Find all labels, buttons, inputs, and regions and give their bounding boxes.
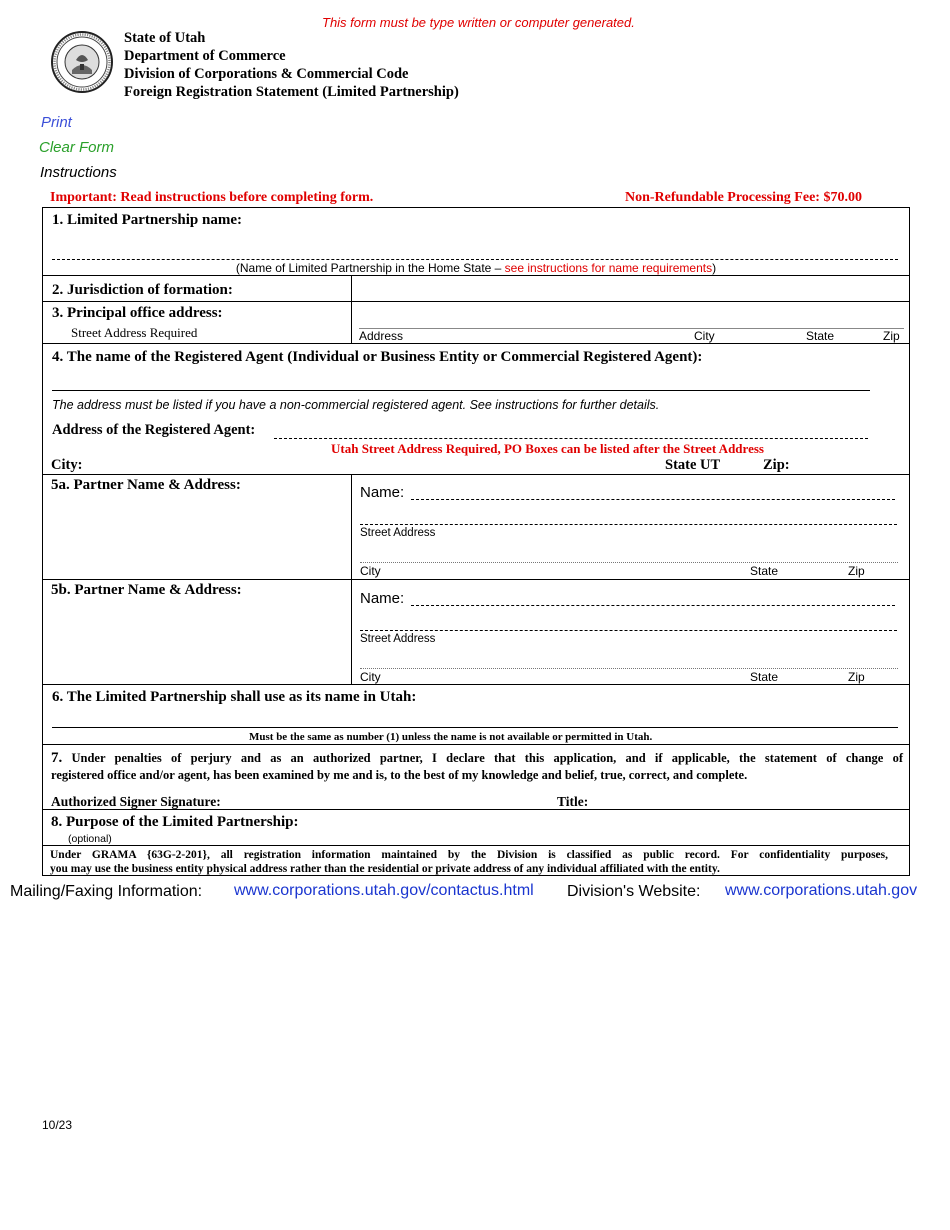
agency-header bbox=[124, 29, 459, 101]
agent-city-label: City: bbox=[51, 457, 83, 473]
print-button[interactable]: Print bbox=[41, 114, 72, 131]
partner-5a-street-caption: Street Address bbox=[360, 527, 436, 539]
declaration-line-1: Under penalties of perjury and as an authorized partner, I declare that this application, and if applicable, the statement of change of bbox=[71, 751, 903, 765]
state-seal-icon bbox=[50, 30, 114, 94]
partner-5a-name-label: Name: bbox=[360, 484, 405, 501]
agent-zip-label: Zip: bbox=[763, 457, 790, 473]
agent-state-label: State UT bbox=[665, 457, 721, 473]
section-1-limited-partnership-name bbox=[42, 207, 910, 276]
division-website-label: Division's Website: bbox=[567, 883, 701, 900]
section-3-divider bbox=[351, 302, 352, 343]
jurisdiction-input[interactable] bbox=[355, 278, 905, 299]
section-2-divider bbox=[351, 276, 352, 301]
agent-address-label: Address of the Registered Agent: bbox=[52, 422, 256, 438]
form-version: 10/23 bbox=[42, 1118, 73, 1132]
lp-name-hint-text: (Name of Limited Partnership in the Home State – bbox=[235, 261, 505, 275]
grama-line-2: you may use the business entity physical address rather than the residential or private address of any individual affiliated with the entity. bbox=[50, 863, 720, 875]
section-6-label: 6. The Limited Partnership shall use as its name in Utah: bbox=[52, 689, 417, 705]
signer-title-label: Title: bbox=[557, 794, 589, 809]
section-2-jurisdiction bbox=[42, 275, 910, 302]
lp-name-hint-close: ) bbox=[712, 261, 717, 275]
agent-address-input[interactable] bbox=[274, 438, 868, 439]
signer-signature-input[interactable] bbox=[253, 791, 553, 809]
partner-5b-street-input[interactable] bbox=[360, 630, 897, 631]
grama-notice bbox=[42, 845, 910, 876]
registered-agent-name-input[interactable] bbox=[52, 390, 870, 391]
partner-5b-state-caption: State bbox=[750, 670, 779, 684]
partner-5a-name-input[interactable] bbox=[411, 499, 895, 500]
principal-city-caption: City bbox=[694, 329, 715, 343]
section-2-label: 2. Jurisdiction of formation: bbox=[52, 282, 233, 298]
partner-5a-zip-caption: Zip bbox=[848, 564, 865, 578]
agent-address-note: The address must be listed if you have a non-commercial registered agent. See instructions for further details. bbox=[52, 398, 660, 412]
header-line-department: Department of Commerce bbox=[124, 48, 286, 64]
declaration-line-2: registered office and/or agent, has been examined by me and is, to the best of my knowledge and belief, true, correct, and complete. bbox=[51, 768, 748, 782]
street-address-required: Street Address Required bbox=[71, 325, 198, 340]
principal-address-caption: Address bbox=[359, 329, 404, 343]
utah-name-input[interactable] bbox=[52, 727, 898, 728]
purpose-input[interactable] bbox=[343, 812, 899, 842]
partner-5b-street-caption: Street Address bbox=[360, 633, 436, 645]
principal-address-input[interactable] bbox=[355, 304, 903, 328]
purpose-optional: (optional) bbox=[68, 833, 112, 845]
section-4-label: 4. The name of the Registered Agent (Individual or Business Entity or Commercial Registered Agent): bbox=[52, 349, 703, 365]
section-1-label: 1. Limited Partnership name: bbox=[52, 212, 242, 228]
instructions-button[interactable]: Instructions bbox=[40, 164, 117, 181]
partner-5a-city-input[interactable] bbox=[360, 562, 898, 563]
section-5b-partner bbox=[42, 579, 910, 685]
declaration-text bbox=[51, 750, 903, 784]
section-5b-label: 5b. Partner Name & Address: bbox=[51, 582, 242, 598]
section-7-declaration bbox=[42, 744, 910, 810]
partner-5b-name-input[interactable] bbox=[411, 605, 895, 606]
signer-title-input[interactable] bbox=[599, 791, 899, 809]
principal-state-caption: State bbox=[806, 329, 835, 343]
section-3-label: 3. Principal office address: bbox=[52, 305, 223, 321]
partner-5a-state-caption: State bbox=[750, 564, 779, 578]
grama-text bbox=[50, 848, 888, 876]
section-8-purpose bbox=[42, 809, 910, 846]
partner-5b-name-label: Name: bbox=[360, 590, 405, 607]
mailing-info-label: Mailing/Faxing Information: bbox=[10, 883, 203, 900]
partner-5a-street-input[interactable] bbox=[360, 524, 897, 525]
principal-zip-caption: Zip bbox=[883, 329, 900, 343]
section-4-registered-agent bbox=[42, 343, 910, 475]
name-requirements-link[interactable]: see instructions for name requirements bbox=[504, 261, 713, 275]
section-7-number: 7. bbox=[51, 750, 63, 766]
section-5a-partner bbox=[42, 474, 910, 580]
partner-5b-city-input[interactable] bbox=[360, 668, 898, 669]
section-5a-divider bbox=[351, 475, 352, 579]
section-5a-label: 5a. Partner Name & Address: bbox=[51, 477, 241, 493]
division-website-link[interactable]: www.corporations.utah.gov bbox=[725, 882, 918, 899]
processing-fee: Non-Refundable Processing Fee: $70.00 bbox=[625, 190, 862, 205]
signer-signature-label: Authorized Signer Signature: bbox=[51, 794, 221, 809]
clear-form-button[interactable]: Clear Form bbox=[39, 139, 115, 156]
partner-5b-city-caption: City bbox=[360, 670, 381, 684]
section-6-utah-name bbox=[42, 684, 910, 745]
section-8-label: 8. Purpose of the Limited Partnership: bbox=[51, 814, 299, 830]
section-5b-divider bbox=[351, 580, 352, 684]
important-notice: Important: Read instructions before completing form. bbox=[50, 190, 374, 205]
utah-name-note: Must be the same as number (1) unless the name is not available or permitted in Utah. bbox=[249, 731, 653, 743]
section-3-principal-office bbox=[42, 301, 910, 344]
partner-5b-zip-caption: Zip bbox=[848, 670, 865, 684]
lp-name-hint bbox=[43, 261, 909, 275]
form-title: Foreign Registration Statement (Limited Partnership) bbox=[124, 84, 459, 100]
partner-5a-city-caption: City bbox=[360, 564, 381, 578]
grama-line-1: Under GRAMA {63G-2-201}, all registration information maintained by the Division is classified as public record. For confidentiality purposes, bbox=[50, 849, 888, 861]
lp-name-input[interactable] bbox=[52, 259, 898, 260]
contact-us-link[interactable]: www.corporations.utah.gov/contactus.html bbox=[234, 882, 534, 899]
header-line-state: State of Utah bbox=[124, 30, 206, 46]
type-written-notice: This form must be type written or computer generated. bbox=[322, 15, 635, 30]
header-line-division: Division of Corporations & Commercial Code bbox=[124, 66, 409, 82]
utah-street-address-note: Utah Street Address Required, PO Boxes can be listed after the Street Address bbox=[331, 441, 764, 456]
